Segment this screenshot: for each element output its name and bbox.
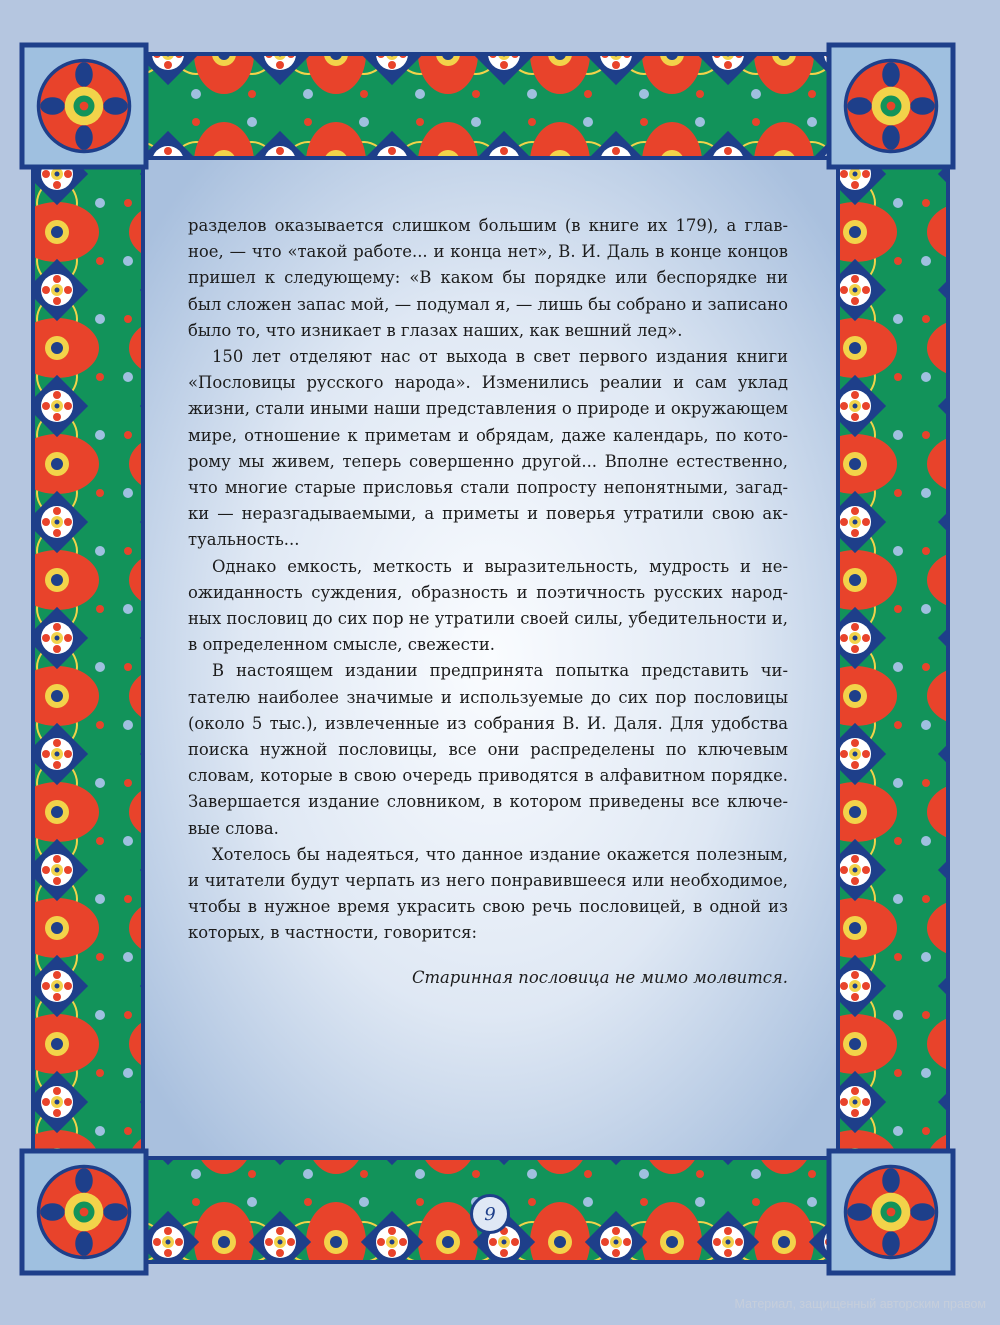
corner-bottom-right	[829, 1151, 953, 1273]
right-border-band	[836, 150, 950, 1164]
top-border-band	[140, 52, 834, 160]
paragraph-3: Однако емкость, меткость и выразительность, мудрость и неожиданность суждения, образность и поэтичность русских народных пословиц до сих пор не утратили своей силы, убедительности и, в определенном смысле, свежести.	[188, 556, 788, 655]
corner-top-left	[22, 45, 146, 167]
paragraph-1: разделов оказывается слишком большим (в книге их 179), а главное, — что «такой работе... и конца нет», В. И. Даль в конце концов пришел к следующему: «В каком бы порядке или беспорядке ни был сложен запас мой, — подумал я, — лишь бы собрано и записано было то, что изникает в глазах наших, как вешний лед».	[188, 216, 788, 340]
body-text	[188, 213, 788, 991]
page-number-badge	[470, 1194, 510, 1234]
copyright-watermark: Материал, защищенный авторским правом	[734, 1297, 986, 1311]
corner-bottom-left	[22, 1151, 146, 1273]
corner-top-right	[829, 45, 953, 167]
paragraph-2: 150 лет отделяют нас от выхода в свет первого издания книги «Пословицы русского народа». Изменились реалии и сам уклад жизни, стали иными наши представления о природе и окружающем мире, отношение к приметам и обрядам, даже календарь, по которому мы живем, теперь совершенно другой... Вполне естественно, что многие старые присловья стали попросту непонятными, загадки — неразгадываемыми, а приметы и поверья утратили свою актуальность...	[188, 347, 788, 550]
paragraph-4: В настоящем издании предпринята попытка представить читателю наиболее значимые и используемые до сих пор пословицы (около 5 тыс.), извлеченные из собрания В. И. Даля. Для удобства поиска нужной пословицы, все они распределены по ключевым словам, которые в свою очередь приводятся в алфавитном порядке. Завершается издание словником, в котором приведены все ключевые слова.	[188, 661, 788, 838]
left-border-band	[31, 150, 145, 1164]
page-number: 9	[484, 1203, 496, 1225]
paragraph-5: Хотелось бы надеяться, что данное издание окажется полезным, и читатели будут черпать из него понравившееся или необходимое, чтобы в нужное время украсить свою речь пословицей, в одной из которых, в частности, говорится:	[188, 844, 788, 943]
closing-proverb: Старинная пословица не мимо молвится.	[411, 967, 788, 987]
